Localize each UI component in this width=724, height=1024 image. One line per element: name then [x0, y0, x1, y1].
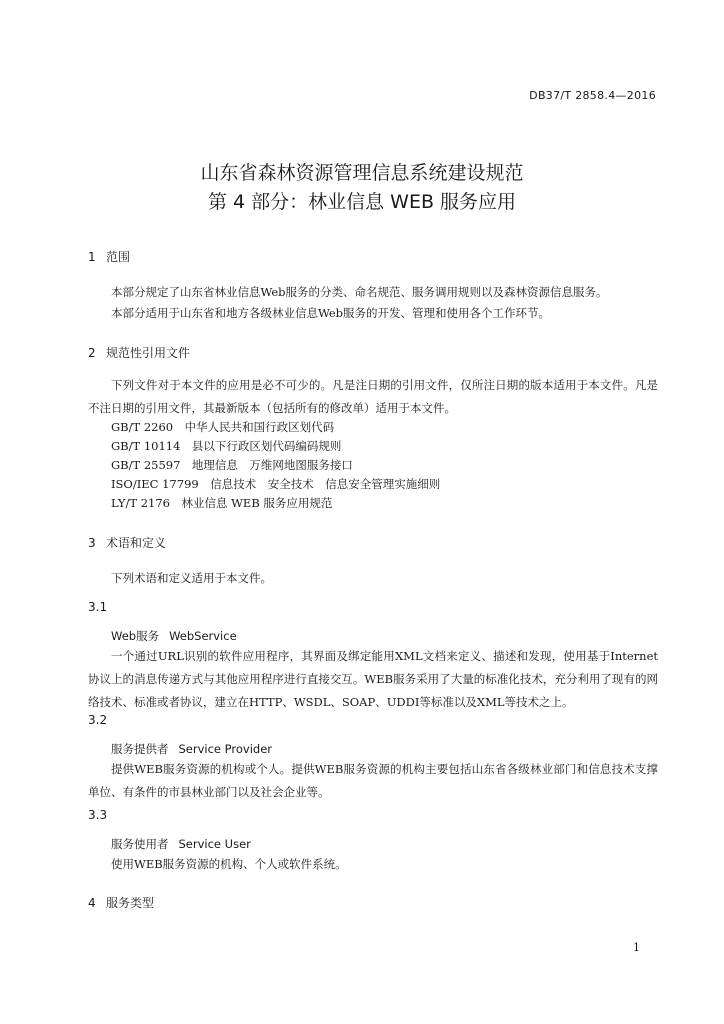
- paragraph: 本部分适用于山东省和地方各级林业信息Web服务的开发、管理和使用各个工作环节。: [111, 306, 551, 320]
- section-number: 1: [88, 250, 96, 264]
- term-zh: 服务使用者: [111, 837, 169, 851]
- paragraph: 下列文件对于本文件的应用是必不可少的。凡是注日期的引用文件，仅所注日期的版本适用于本文件。凡是不注日期的引用文件，其最新版本（包括所有的修改单）适用于本文件。: [88, 378, 658, 415]
- section-number: 3: [88, 536, 96, 550]
- term-en: WebService: [169, 629, 237, 643]
- section-number: 4: [88, 896, 96, 910]
- term-entry: [111, 628, 237, 644]
- paragraph: 本部分规定了山东省林业信息Web服务的分类、命名规范、服务调用规则以及森林资源信息服务。: [111, 285, 608, 299]
- document-id-header: DB37/T 2858.4—2016: [529, 89, 656, 102]
- section-heading-2: [88, 344, 190, 361]
- clause-number: 3.3: [88, 808, 108, 822]
- clause-number: 3.1: [88, 600, 108, 614]
- section-number: 2: [88, 346, 96, 360]
- reference-item: GB/T 10114 县以下行政区划代码编码规则: [111, 439, 342, 453]
- term-en: Service Provider: [178, 742, 273, 756]
- document-title: 山东省森林资源管理信息系统建设规范: [200, 162, 524, 184]
- term-entry: [111, 741, 272, 757]
- reference-item: ISO/IEC 17799 信息技术 安全技术 信息安全管理实施细则: [111, 477, 441, 491]
- document-subtitle: 第 4 部分：林业信息 WEB 服务应用: [207, 191, 517, 213]
- section-title: 术语和定义: [106, 536, 167, 550]
- term-en: Service User: [178, 837, 251, 851]
- section-heading-3: [88, 534, 166, 551]
- section-title: 规范性引用文件: [106, 346, 191, 360]
- section-heading-1: [88, 248, 130, 265]
- term-zh: 服务提供者: [111, 742, 169, 756]
- section-title: 服务类型: [106, 896, 155, 910]
- reference-item: GB/T 2260 中华人民共和国行政区划代码: [111, 420, 335, 434]
- section-title: 范围: [106, 250, 131, 264]
- section-heading-4: [88, 894, 154, 911]
- term-definition: 提供WEB服务资源的机构或个人。提供WEB服务资源的机构主要包括山东省各级林业部门和信息技术支撑单位、有条件的市县林业部门以及社会企业等。: [88, 762, 658, 799]
- term-definition: 使用WEB服务资源的机构、个人或软件系统。: [111, 857, 347, 871]
- page-number: 1: [633, 941, 640, 954]
- term-zh: Web服务: [111, 629, 160, 643]
- term-definition: 一个通过URL识别的软件应用程序，其界面及绑定能用XML文档来定义、描述和发现，使用基于Internet协议上的消息传递方式与其他应用程序进行直接交互。WEB服务采用了大量的标准化技术，充分利用了现有的网络技术、标准或者协议，建立在HTTP、WSDL、SOAP、UDDI等标准以及XML等技术之上。: [88, 649, 658, 709]
- paragraph: 下列术语和定义适用于本文件。: [111, 571, 272, 585]
- clause-number: 3.2: [88, 713, 108, 727]
- reference-item: LY/T 2176 林业信息 WEB 服务应用规范: [111, 496, 333, 510]
- term-entry: [111, 836, 251, 852]
- reference-item: GB/T 25597 地理信息 万维网地图服务接口: [111, 458, 353, 472]
